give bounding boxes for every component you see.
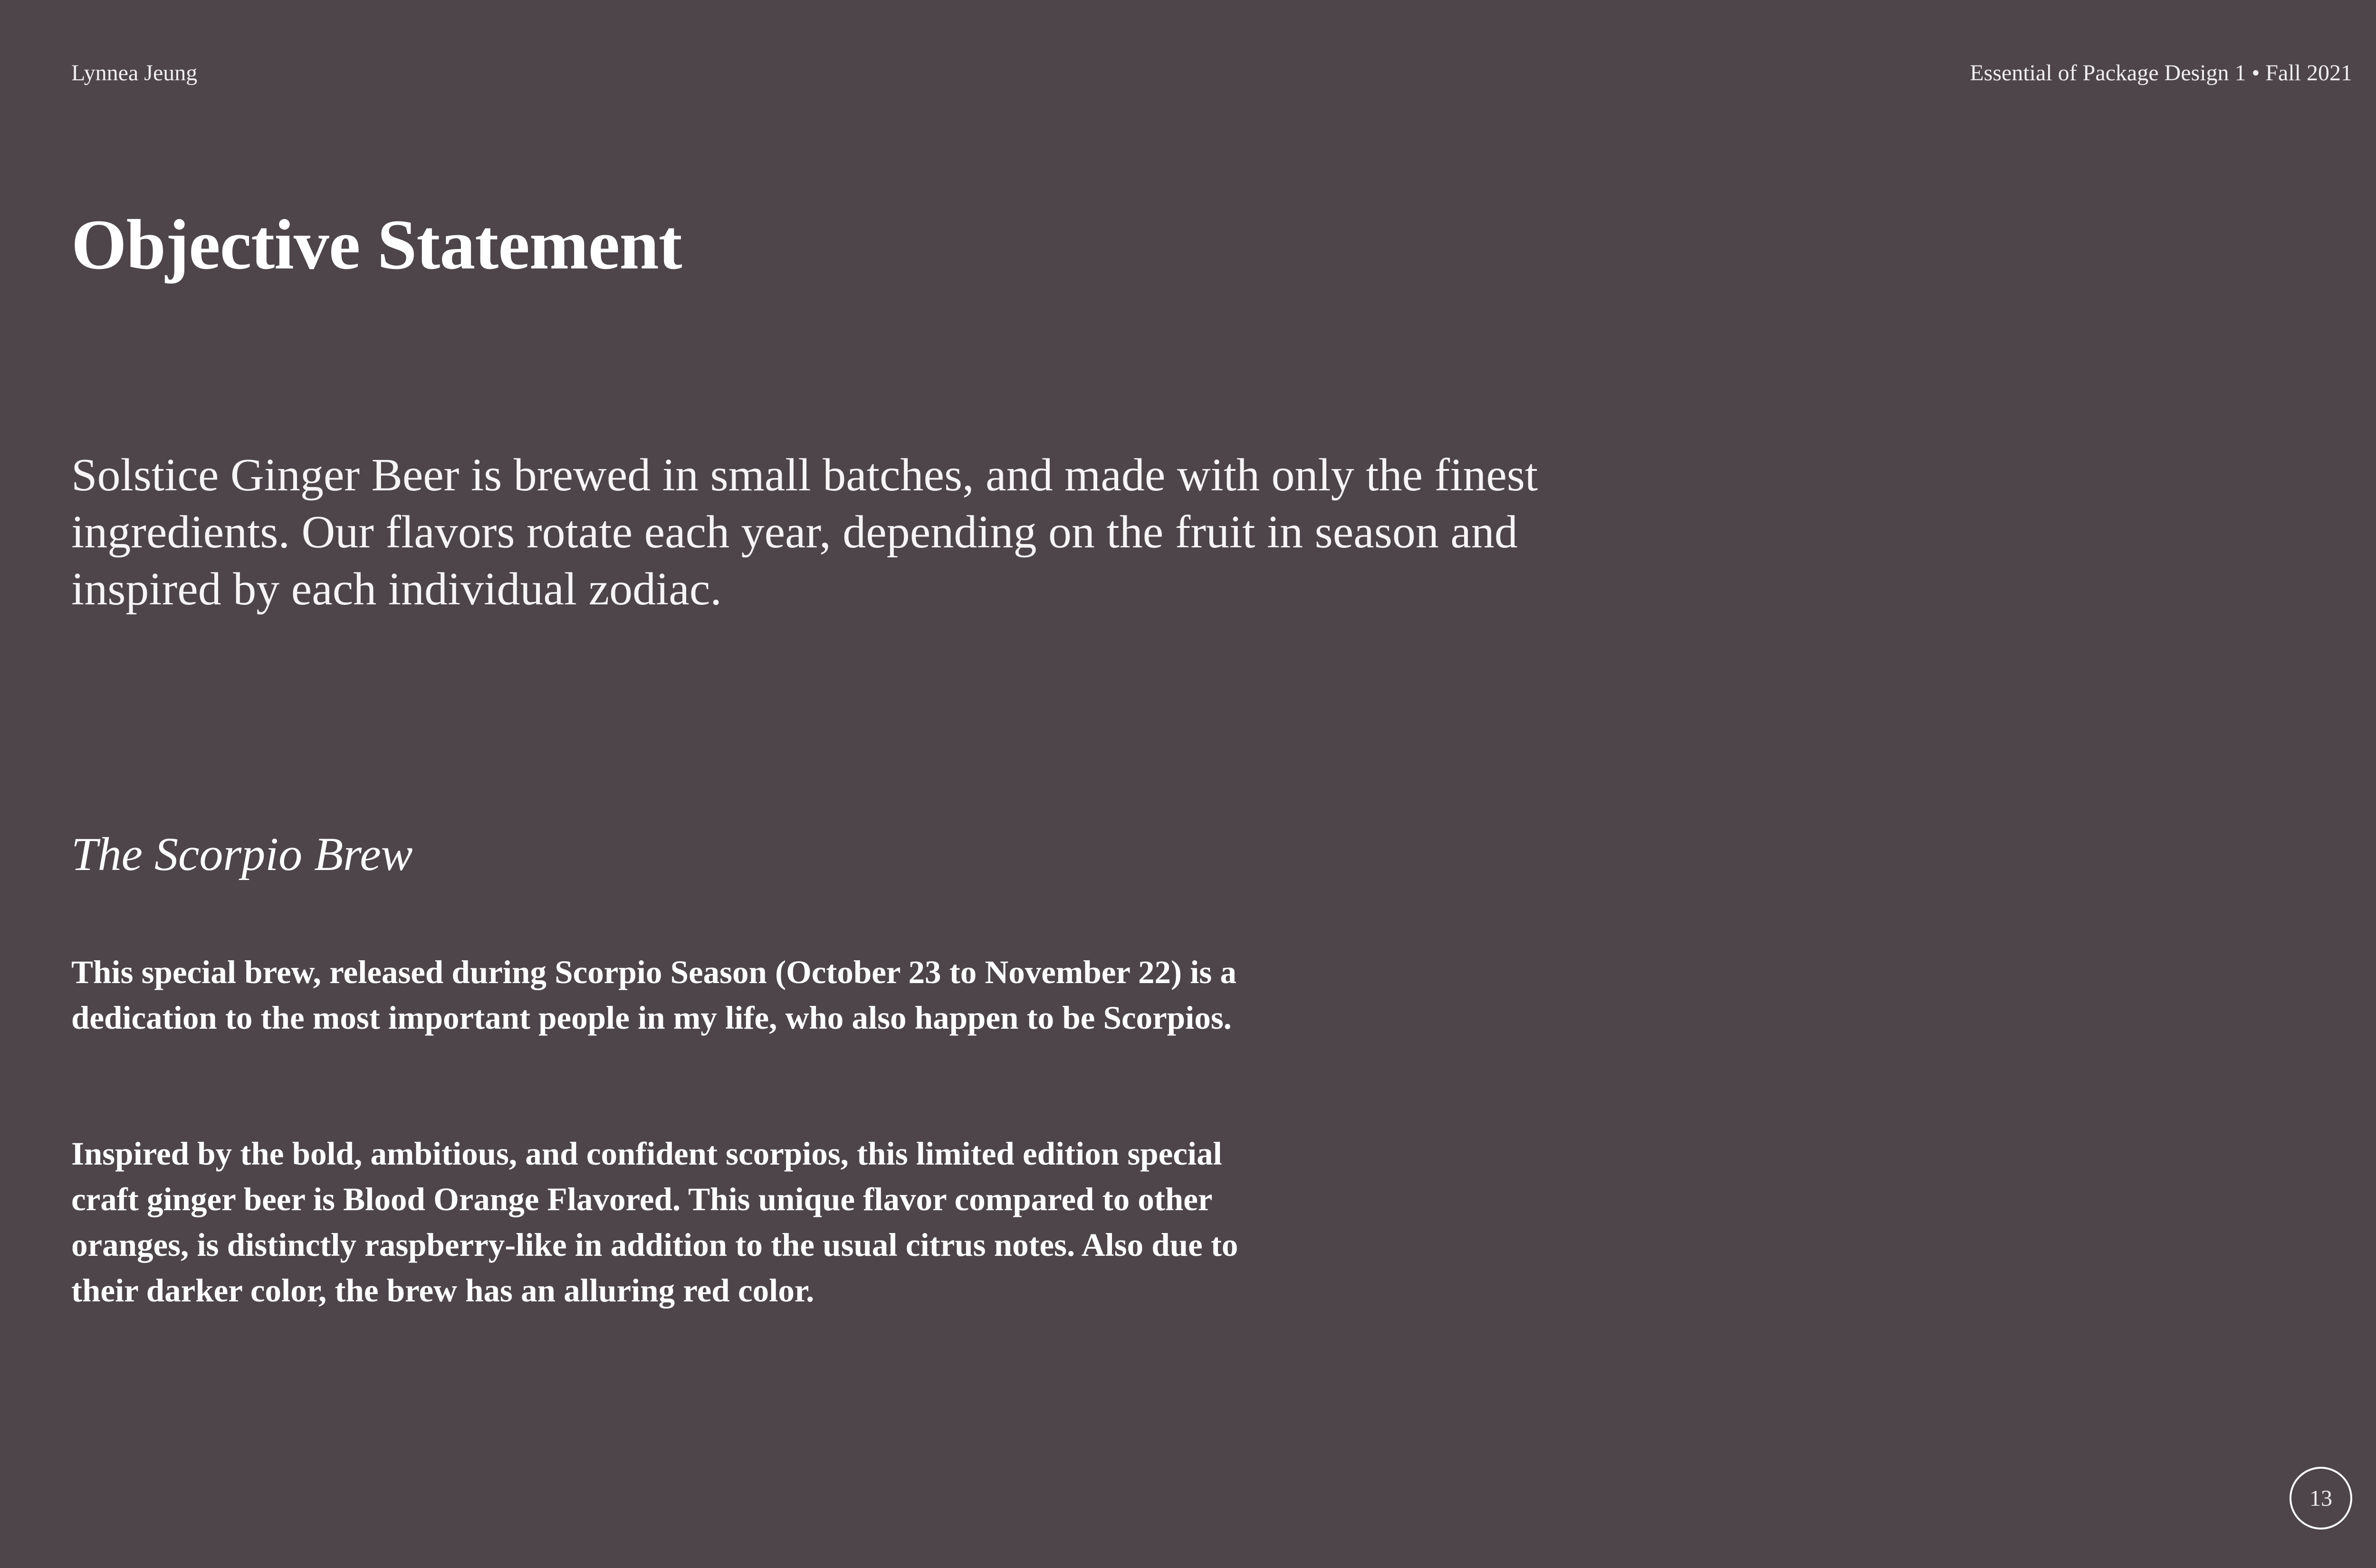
course-info: Essential of Package Design 1 • Fall 2021 xyxy=(1970,60,2352,86)
page-number-badge xyxy=(2290,1467,2352,1530)
author-name: Lynnea Jeung xyxy=(71,60,198,86)
body-paragraph: This special brew, released during Scorpio Season (October 23 to November 22) is a dedication to the most important people in my life, who also happen to be Scorpios. xyxy=(71,954,1237,1036)
page-number: 13 xyxy=(2309,1485,2332,1511)
intro-statement: Solstice Ginger Beer is brewed in small batches, and made with only the finest ingredients. Our flavors rotate each year, depending on the fruit in season and inspired by each individual zodiac. xyxy=(71,449,1538,615)
section-heading: The Scorpio Brew xyxy=(71,828,413,880)
body-paragraph: Inspired by the bold, ambitious, and confident scorpios, this limited edition special craft ginger beer is Blood Orange Flavored. This unique flavor compared to other oranges, is distinctly raspberry-like in addition to the usual citrus notes. Also due to their darker color, the brew has an alluring red color. xyxy=(71,1136,1238,1309)
page-title: Objective Statement xyxy=(71,205,682,284)
